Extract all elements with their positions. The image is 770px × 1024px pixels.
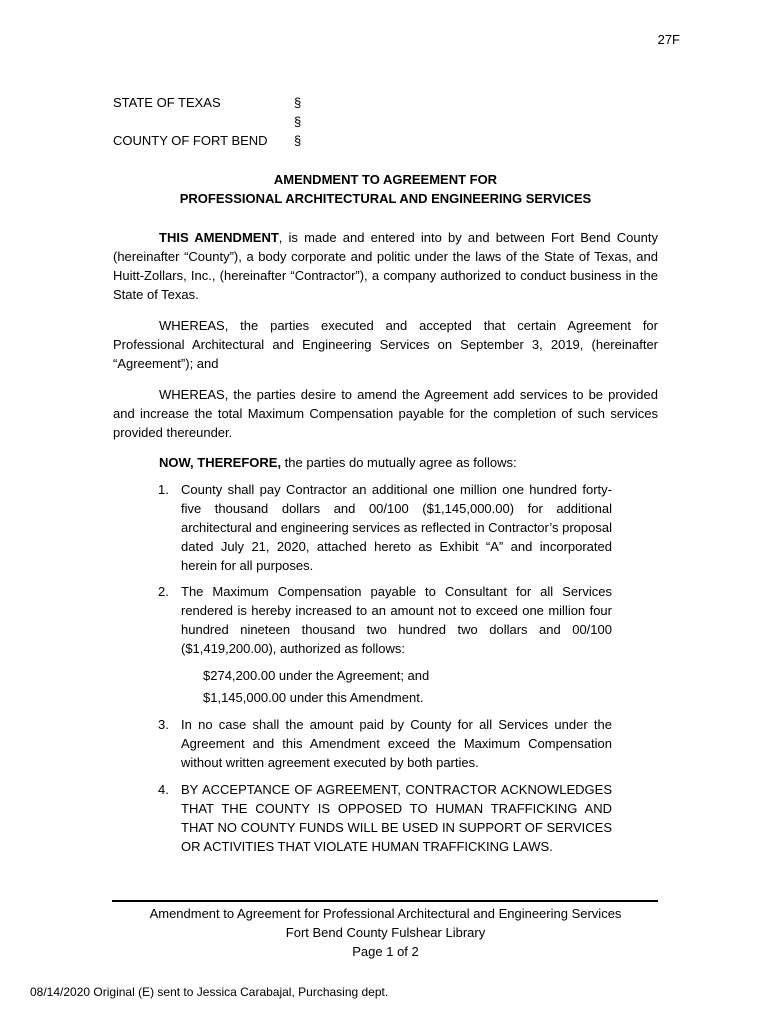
document-title <box>113 170 658 208</box>
title-line-1: AMENDMENT TO AGREEMENT FOR <box>273 172 498 187</box>
section-mark-3: § <box>294 133 302 148</box>
footer-rule <box>112 900 658 902</box>
item-text-1: County shall pay Contractor an additional one million one hundred forty-five thousand dollars and 00/100 ($1,145,000.00) for additional architectural and engineering services as reflected in Contractor’s proposal dated July 21, 2020, attached hereto as Exhibit “A” and incorporated herein for all purposes. <box>181 482 612 573</box>
item-number-1: 1. <box>158 482 169 497</box>
whereas-paragraph-1: WHEREAS, the parties executed and accepted that certain Agreement for Professional Architectural and Engineering Services on September 3, 2019, (hereinafter “Agreement”); and <box>113 318 658 371</box>
now-therefore-text: the parties do mutually agree as follows: <box>281 455 517 470</box>
intro-label: THIS AMENDMENT <box>159 230 279 245</box>
state-label: STATE OF TEXAS <box>113 95 221 110</box>
now-therefore-paragraph <box>113 453 658 472</box>
section-mark-1: § <box>294 95 302 110</box>
section-mark-2: § <box>294 114 302 129</box>
intro-text: , is made and entered into by and between Fort Bend County (hereinafter “County”), a body corporate and politic under the laws of the State of Texas, and Huitt-Zollars, Inc., (hereinafter “Contractor”), a company authorized to conduct business in the State of Texas. <box>113 230 658 302</box>
footer-line-2: Fort Bend County Fulshear Library <box>285 925 486 940</box>
breakdown-line-2: $1,145,000.00 under this Amendment. <box>203 690 424 705</box>
county-label: COUNTY OF FORT BEND <box>113 133 268 148</box>
item-number-3: 3. <box>158 717 169 732</box>
whereas-paragraph-2: WHEREAS, the parties desire to amend the Agreement add services to be provided and increase the total Maximum Compensation payable for the completion of such services provided thereunder. <box>113 387 658 440</box>
footer-line-3: Page 1 of 2 <box>352 944 419 959</box>
item-text-4: BY ACCEPTANCE OF AGREEMENT, CONTRACTOR ACKNOWLEDGES THAT THE COUNTY IS OPPOSED TO HUMAN TRAFFICKING AND THAT NO COUNTY FUNDS WILL BE USED IN SUPPORT OF SERVICES OR ACTIVITIES THAT VIOLATE HUMAN TRAFFICKING LAWS. <box>181 782 612 854</box>
title-line-2: PROFESSIONAL ARCHITECTURAL AND ENGINEERING SERVICES <box>179 191 592 206</box>
now-therefore-label: NOW, THEREFORE, <box>159 455 282 470</box>
intro-paragraph <box>113 228 658 304</box>
transmittal-note: 08/14/2020 Original (E) sent to Jessica Carabajal, Purchasing dept. <box>30 985 389 999</box>
item-text-2: The Maximum Compensation payable to Consultant for all Services rendered is hereby increased to an amount not to exceed one million four hundred nineteen thousand two hundred two dollars and 00/100 ($1,419,200.00), authorized as follows: <box>181 584 612 656</box>
item-number-4: 4. <box>158 782 169 797</box>
item-text-3: In no case shall the amount paid by County for all Services under the Agreement and this Amendment exceed the Maximum Compensation without written agreement executed by both parties. <box>181 717 612 770</box>
footer-line-1: Amendment to Agreement for Professional Architectural and Engineering Services <box>149 906 622 921</box>
item-number-2: 2. <box>158 584 169 599</box>
page-footer <box>113 904 658 961</box>
breakdown-line-1: $274,200.00 under the Agreement; and <box>203 668 430 683</box>
page-code: 27F <box>657 32 680 47</box>
